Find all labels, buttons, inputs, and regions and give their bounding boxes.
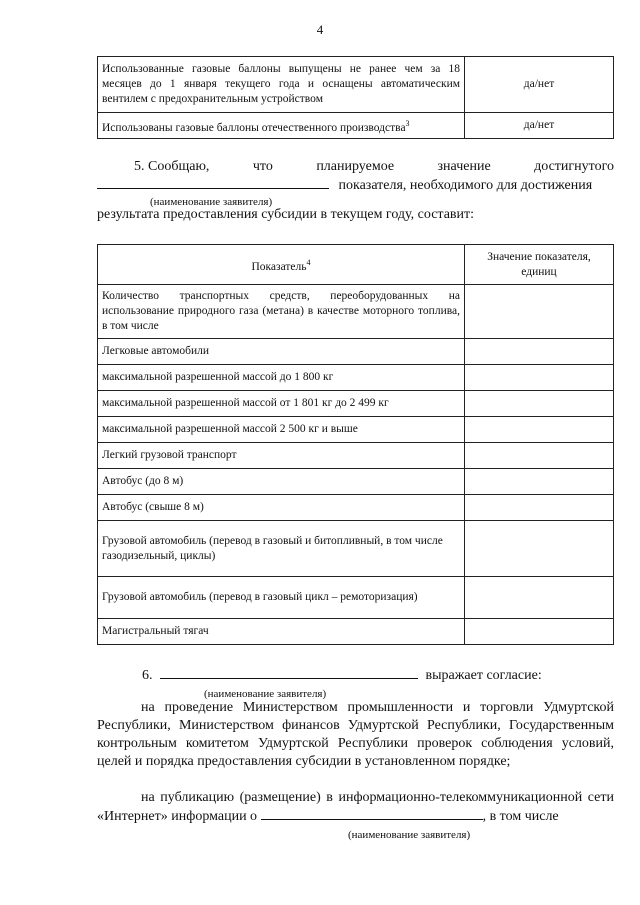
applicant-caption: (наименование заявителя) xyxy=(204,688,327,700)
table-cell: Автобус (до 8 м) xyxy=(98,469,465,495)
table-row xyxy=(98,619,614,645)
value-cell[interactable] xyxy=(465,443,614,469)
table-row xyxy=(98,417,614,443)
header-value: Значение показателя, единиц xyxy=(465,245,614,285)
table-cell: Магистральный тягач xyxy=(98,619,465,645)
word: 5. Сообщаю, xyxy=(134,159,210,174)
header-indicator xyxy=(98,245,465,285)
applicant-name-blank[interactable] xyxy=(97,176,329,189)
value-cell[interactable] xyxy=(465,577,614,619)
table-cell: Грузовой автомобиль (перевод в газовый и битопливный, в том числе газодизельный, циклы) xyxy=(98,521,465,577)
table-row xyxy=(98,365,614,391)
applicant-name-blank[interactable] xyxy=(160,666,418,679)
table-row xyxy=(98,577,614,619)
word: значение xyxy=(437,159,491,174)
table-cell: максимальной разрешенной массой от 1 801 кг до 2 499 кг xyxy=(98,391,465,417)
table-cell: Легковые автомобили xyxy=(98,339,465,365)
header-text: Показатель xyxy=(251,260,307,273)
value-cell[interactable] xyxy=(465,495,614,521)
section6-tail: выражает согласие: xyxy=(425,668,542,683)
value-cell[interactable] xyxy=(465,365,614,391)
table-cell-value: да/нет xyxy=(465,57,614,113)
section5-line2-text: показателя, необходимого для достижения xyxy=(338,178,593,193)
table-header-row xyxy=(98,245,614,285)
table-cell xyxy=(98,113,465,139)
section5-line3: результата предоставления субсидии в текущем году, составит: xyxy=(97,207,475,222)
table-row xyxy=(98,391,614,417)
table-row xyxy=(98,495,614,521)
table-cell: Количество транспортных средств, переоборудованных на использование природного газа (метана) в качестве моторного топлива, в том числе xyxy=(98,285,465,339)
table-cell: Легкий грузовой транспорт xyxy=(98,443,465,469)
value-cell[interactable] xyxy=(465,417,614,443)
applicant-caption: (наименование заявителя) xyxy=(348,829,471,841)
table-row xyxy=(98,57,614,113)
section6-para2 xyxy=(97,789,614,826)
section6-line1 xyxy=(142,666,542,685)
applicant-caption: (наименование заявителя) xyxy=(150,196,273,208)
footnote-ref: 3 xyxy=(405,118,410,128)
table-row xyxy=(98,339,614,365)
word: планируемое xyxy=(316,159,395,174)
table-cell: максимальной разрешенной массой до 1 800 кг xyxy=(98,365,465,391)
section5-line1 xyxy=(134,158,614,176)
word: достигнутого xyxy=(534,159,614,174)
value-cell[interactable] xyxy=(465,619,614,645)
section6-para1: на проведение Министерством промышленности и торговли Удмуртской Республики, Министерством финансов Удмуртской Республики, Государственным контрольным комитетом Удмуртской Республики проверок соблюдения условий, целей и порядка предоставления субсидии в установленном порядке; xyxy=(97,700,614,769)
gas-cylinders-table xyxy=(97,56,614,139)
section6-number: 6. xyxy=(142,668,153,683)
table-row xyxy=(98,469,614,495)
table-cell: Грузовой автомобиль (перевод в газовый цикл – ремоторизация) xyxy=(98,577,465,619)
applicant-name-blank[interactable] xyxy=(261,807,483,820)
indicators-table xyxy=(97,244,614,645)
table-row xyxy=(98,521,614,577)
cell-text: Использованы газовые баллоны отечественного производства xyxy=(102,121,406,134)
table-cell: Автобус (свыше 8 м) xyxy=(98,495,465,521)
word: что xyxy=(252,159,273,174)
value-cell[interactable] xyxy=(465,391,614,417)
value-cell[interactable] xyxy=(465,285,614,339)
footnote-ref: 4 xyxy=(306,257,311,267)
value-cell[interactable] xyxy=(465,339,614,365)
table-cell-value: да/нет xyxy=(465,113,614,139)
table-row xyxy=(98,113,614,139)
table-cell: Использованные газовые баллоны выпущены не ранее чем за 18 месяцев до 1 января текущего года и оснащены автоматическим вентилем с предохранительным устройством xyxy=(98,57,465,113)
table-cell: максимальной разрешенной массой 2 500 кг и выше xyxy=(98,417,465,443)
table-row xyxy=(98,443,614,469)
section6-para2-end: , в том числе xyxy=(482,809,559,824)
section6-para2-start: на публикацию (размещение) в информационно-телекоммуникационной сети «Интернет» информации о xyxy=(97,790,614,824)
value-cell[interactable] xyxy=(465,521,614,577)
page-number: 4 xyxy=(316,22,324,37)
table-row xyxy=(98,285,614,339)
value-cell[interactable] xyxy=(465,469,614,495)
